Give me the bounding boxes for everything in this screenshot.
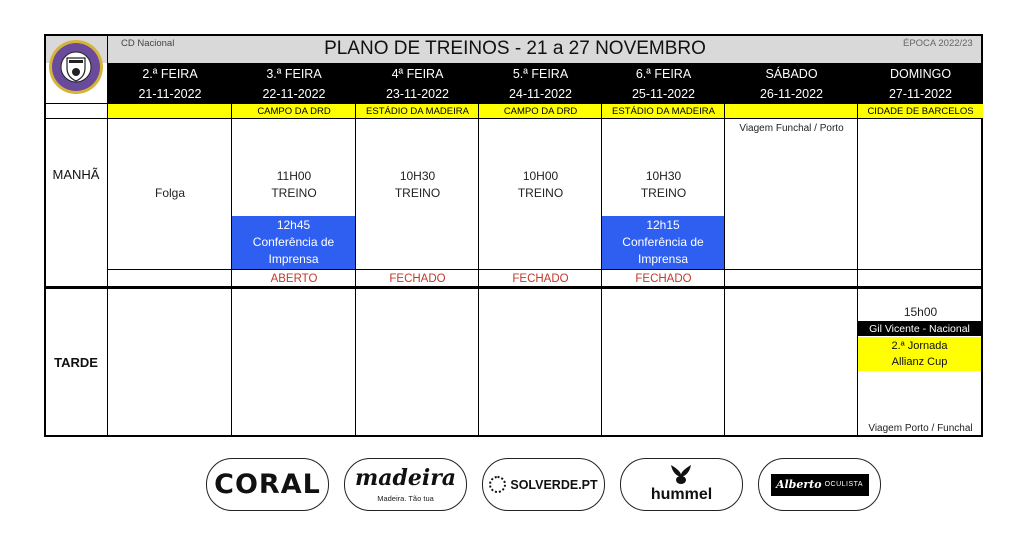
- session-time: 10H00: [522, 169, 559, 183]
- session-activity: TREINO: [271, 186, 317, 200]
- alberto-logo-box: [771, 474, 869, 496]
- venue-thursday: CAMPO DA DRD: [479, 104, 603, 118]
- session-activity: TREINO: [394, 186, 441, 200]
- hummel-bee-icon: [668, 463, 694, 485]
- day-date: 21-11-2022: [138, 87, 202, 101]
- morning-afternoon-divider: [44, 286, 983, 289]
- venue-saturday: [725, 104, 859, 118]
- day-date: 25-11-2022: [631, 87, 695, 101]
- day-date: 26-11-2022: [759, 87, 823, 101]
- row-label-morning: MANHÃ: [52, 166, 100, 182]
- day-name: 5.ª FEIRA: [512, 67, 569, 81]
- day-date: 27-11-2022: [888, 87, 952, 101]
- sponsor-hummel: [620, 458, 743, 511]
- press-line-1: Conferência de: [622, 235, 704, 249]
- press-line-2: Imprensa: [637, 252, 689, 266]
- competition-block: [858, 337, 981, 371]
- session-time: 10H30: [645, 169, 682, 183]
- day-header-monday: [108, 63, 232, 105]
- day-header-thursday: [479, 63, 602, 105]
- session-activity: TREINO: [517, 186, 564, 200]
- hummel-logo-text: hummel: [650, 486, 713, 503]
- venue-wednesday: ESTÁDIO DA MADEIRA: [356, 104, 480, 118]
- press-conference-block: [602, 216, 724, 269]
- row-label-afternoon: TARDE: [54, 354, 98, 370]
- day-header-friday: [602, 63, 725, 105]
- match-time: 15h00: [903, 305, 938, 319]
- day-name: 2.ª FEIRA: [142, 67, 198, 81]
- session-activity: TREINO: [640, 186, 687, 200]
- press-line-2: Imprensa: [268, 252, 319, 266]
- travel-note: Viagem Funchal / Porto: [739, 123, 844, 134]
- coral-logo-text: CORAL: [214, 469, 321, 500]
- session-time: 10H30: [399, 169, 436, 183]
- solverde-icon: [489, 476, 506, 493]
- session-status: FECHADO: [635, 272, 692, 285]
- session-time: 11H00: [276, 169, 312, 183]
- press-line-1: Conferência de: [252, 235, 335, 249]
- travel-note: Viagem Porto / Funchal: [868, 423, 973, 434]
- venue-sunday: CIDADE DE BARCELOS: [858, 104, 983, 118]
- day-date: 23-11-2022: [385, 87, 449, 101]
- sponsor-coral: [206, 458, 329, 511]
- press-time: 12h45: [276, 218, 311, 232]
- day-header-wednesday: [356, 63, 479, 105]
- day-name: 4ª FEIRA: [391, 67, 444, 81]
- madeira-logo-text: madeira: [354, 465, 457, 491]
- col-line: [107, 34, 108, 437]
- day-header-saturday: [725, 63, 858, 105]
- competition-name: Allianz Cup: [891, 356, 948, 368]
- competition-round: 2.ª Jornada: [891, 340, 948, 352]
- sponsor-madeira: [344, 458, 467, 511]
- day-header-sunday: [858, 63, 983, 105]
- press-conference-block: [232, 216, 355, 269]
- day-date: 22-11-2022: [262, 87, 326, 101]
- day-name: SÁBADO: [765, 67, 818, 81]
- venue-monday: [108, 104, 233, 118]
- day-date: 24-11-2022: [508, 87, 572, 101]
- status-line: [108, 269, 983, 270]
- alberto-logo-text: Alberto: [775, 478, 822, 491]
- day-name: DOMINGO: [889, 67, 952, 81]
- day-name: 6.ª FEIRA: [635, 67, 692, 81]
- venue-tuesday: CAMPO DA DRD: [232, 104, 357, 118]
- venue-bottom-line: [44, 118, 983, 119]
- morning-monday-text: Folga: [154, 186, 186, 200]
- col-line: [355, 63, 356, 437]
- day-name: 3.ª FEIRA: [266, 67, 322, 81]
- sponsor-solverde: [482, 458, 605, 511]
- match-fixture: Gil Vicente - Nacional: [858, 321, 981, 336]
- col-line: [478, 63, 479, 437]
- day-header-tuesday: [232, 63, 356, 105]
- season-label: ÉPOCA 2022/23: [903, 38, 973, 49]
- session-status: FECHADO: [389, 272, 446, 285]
- club-name: CD Nacional: [121, 38, 175, 49]
- madeira-tagline: Madeira. Tão tua: [377, 493, 434, 503]
- press-time: 12h15: [646, 218, 680, 232]
- venue-top-line: [44, 103, 108, 104]
- session-status: ABERTO: [270, 272, 318, 285]
- alberto-logo-sub: OCULISTA: [824, 481, 864, 488]
- sponsor-alberto: [758, 458, 881, 511]
- session-status: FECHADO: [512, 272, 569, 285]
- solverde-logo-text: SOLVERDE.PT: [510, 477, 598, 492]
- page-title: PLANO DE TREINOS - 21 a 27 NOVEMBRO: [324, 38, 706, 59]
- venue-friday: ESTÁDIO DA MADEIRA: [602, 104, 726, 118]
